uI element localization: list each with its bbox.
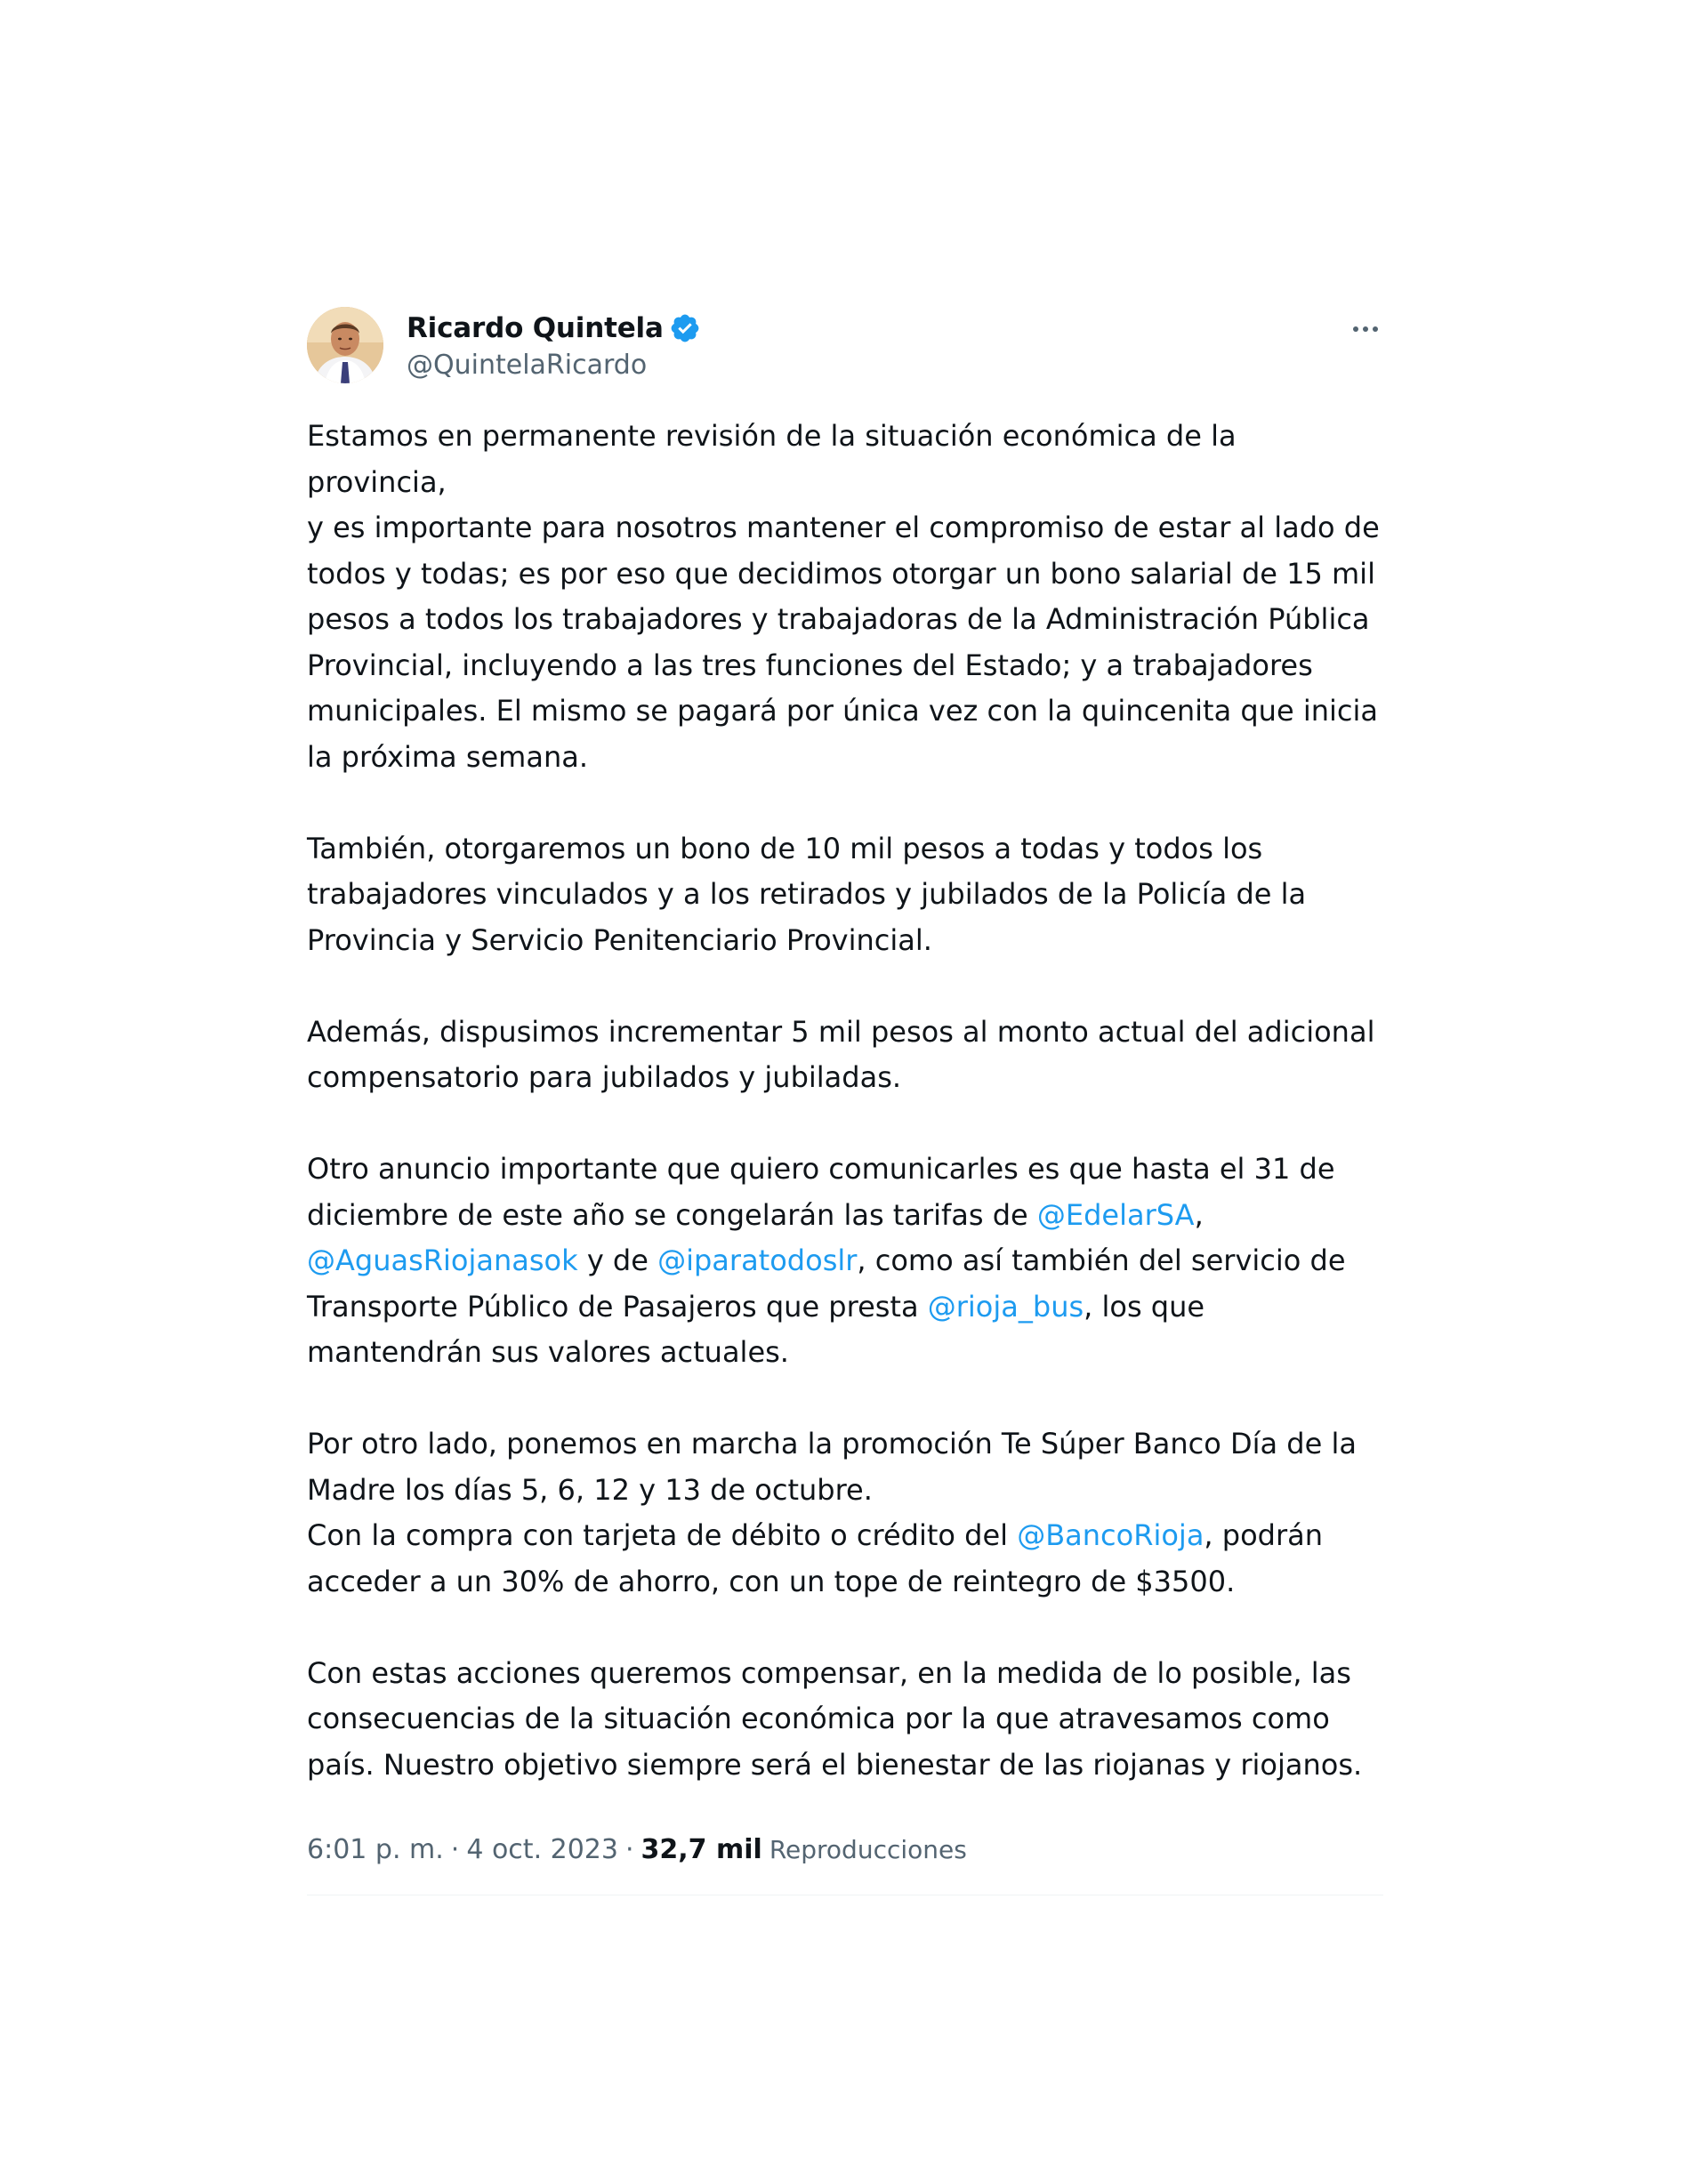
tweet-text xyxy=(307,414,1383,1788)
meta-separator: · xyxy=(450,1834,460,1865)
tweet-paragraph-1: Estamos en permanente revisión de la situación económica de la provincia, y es importante para nosotros mantener el compromiso de estar al lado de todos y todas; es por eso que decidimos otorgar un bono salarial de 15 mil pesos a todos los trabajadores y trabajadoras de la Administración Pública Provincial, incluyendo a las tres funciones del Estado; y a trabajadores municipales. El mismo se pagará por única vez con la quincenita que inicia la próxima semana. xyxy=(307,419,1380,774)
mention-link-iparatodoslr[interactable]: @iparatodoslr xyxy=(657,1243,858,1277)
avatar-portrait-icon xyxy=(307,307,383,383)
tweet-meta xyxy=(307,1832,1383,1868)
author-names xyxy=(407,309,701,383)
display-name[interactable]: Ricardo Quintela xyxy=(407,312,664,344)
mention-link-rioja-bus[interactable]: @rioja_bus xyxy=(927,1289,1084,1324)
tweet-paragraph-2: También, otorgaremos un bono de 10 mil pesos a todas y todos los trabajadores vinculados y a los retirados y jubilados de la Policía de la Provincia y Servicio Penitenciario Provincial. xyxy=(307,831,1307,957)
author-handle[interactable]: @QuintelaRicardo xyxy=(407,350,648,381)
mention-link-aguasriojanasok[interactable]: @AguasRiojanasok xyxy=(307,1243,578,1277)
meta-separator: · xyxy=(624,1834,634,1865)
tweet-card xyxy=(307,307,1383,1895)
tweet-date[interactable]: 4 oct. 2023 xyxy=(466,1834,618,1865)
more-options-icon[interactable] xyxy=(1348,316,1383,342)
tweet-time[interactable]: 6:01 p. m. xyxy=(307,1834,444,1865)
tweet-paragraph-6: Con estas acciones queremos compensar, en la medida de lo posible, las consecuencias de la situación económica por la que atravesamos como país. Nuestro objetivo siempre será el bienestar de las riojanas y riojanos. xyxy=(307,1655,1363,1782)
views-label[interactable]: Reproducciones xyxy=(769,1835,967,1864)
tweet-paragraph-5a: Por otro lado, ponemos en marcha la promoción Te Súper Banco Día de la Madre los días 5, 6, 12 y 13 de octubre. xyxy=(307,1427,1357,1507)
tweet-paragraph-3: Además, dispusimos incrementar 5 mil pesos al monto actual del adicional compensatorio para jubilados y jubiladas. xyxy=(307,1014,1375,1094)
views-count[interactable]: 32,7 mil xyxy=(640,1834,762,1865)
avatar[interactable] xyxy=(307,307,383,383)
text-segment: Otro anuncio importante que quiero comunicarles es que hasta el 31 de diciembre de este año se congelarán las tarifas de xyxy=(307,1152,1335,1232)
tweet-paragraph-4 xyxy=(307,1147,1383,1376)
verified-badge-icon[interactable] xyxy=(669,312,701,344)
text-segment: , los que mantendrán sus valores actuales. xyxy=(307,1289,1205,1369)
text-segment: , podrán acceder a un 30% de ahorro, con un tope de reintegro de $3500. xyxy=(307,1518,1324,1598)
text-segment: , como así también del servicio de Transporte Público de Pasajeros que presta xyxy=(307,1243,1346,1324)
text-segment: y de xyxy=(577,1243,658,1277)
mention-link-edelarsa[interactable]: @EdelarSA xyxy=(1036,1197,1195,1232)
text-segment: Con la compra con tarjeta de débito o crédito del xyxy=(307,1518,1018,1552)
tweet-header xyxy=(307,307,1383,387)
text-segment: , xyxy=(1194,1197,1204,1232)
tweet-paragraph-5b xyxy=(307,1513,1383,1605)
mention-link-bancorioja[interactable]: @BancoRioja xyxy=(1017,1518,1204,1552)
display-name-row xyxy=(407,309,701,348)
